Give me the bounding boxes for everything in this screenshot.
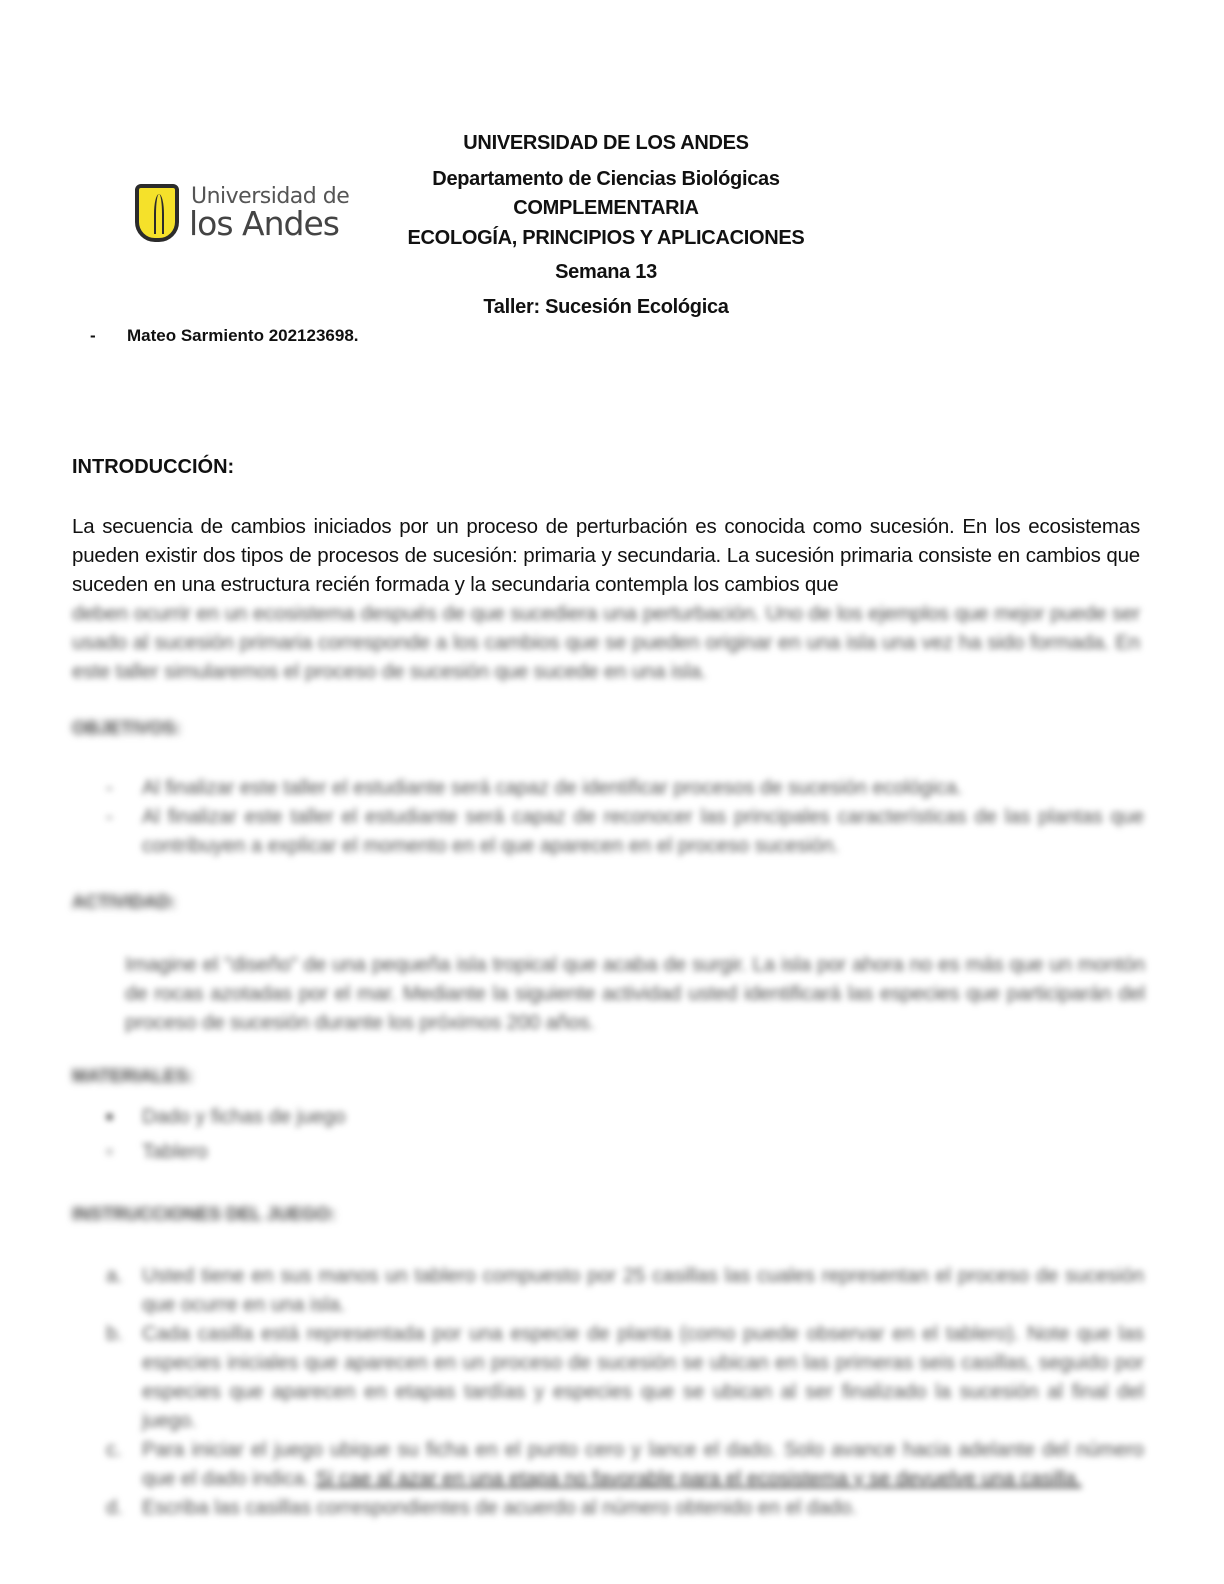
instruction-marker: d. — [106, 1497, 123, 1519]
author-bullet: - — [90, 326, 96, 345]
objectives-heading: OBJETIVOS: — [72, 718, 182, 738]
logo-shield-icon — [135, 184, 179, 242]
instructions-list — [72, 1262, 1144, 1523]
university-title: UNIVERSIDAD DE LOS ANDES — [463, 132, 749, 154]
instruction-item — [72, 1494, 1144, 1523]
activity-paragraph: Imagine el "diseño" de una pequeña isla tropical que acaba de surgir. La isla por ahora no es más que un montón de rocas azotadas por el mar. Mediante la siguiente actividad usted identificará las especies que participarán del proceso de sucesión durante los próximos 200 años. — [125, 953, 1145, 1034]
objective-text: Al finalizar este taller el estudiante será capaz de identificar procesos de sucesión ecológica. — [142, 777, 963, 799]
objective-bullet: - — [106, 806, 113, 828]
workshop-title: Taller: Sucesión Ecológica — [483, 296, 729, 318]
instruction-text: Cada casilla está representada por una especie de planta (como puede observar en el tablero). Note que las especies iniciales que aparecen en un proceso de sucesión se ubican en las primeras seis casillas, seguido por especies que aparecen en etapas tardías y especies que se ubican al ser finalizado la sucesión al final del juego. — [142, 1323, 1144, 1432]
logo-text-line1: Universidad de — [191, 184, 350, 209]
instruction-marker: c. — [106, 1439, 122, 1461]
instruction-item — [72, 1262, 1144, 1320]
objective-item — [72, 774, 1144, 803]
material-item — [72, 1135, 1144, 1170]
instruction-marker: b. — [106, 1323, 123, 1345]
objectives-list — [72, 774, 1144, 861]
material-label: Dado y fichas de juego — [142, 1106, 346, 1128]
material-label: Tablero — [142, 1141, 208, 1163]
materials-heading: MATERIALES: — [72, 1066, 194, 1086]
material-bullet: ▫ — [106, 1141, 114, 1163]
material-item — [72, 1100, 1144, 1135]
instruction-item — [72, 1320, 1144, 1436]
course-type: COMPLEMENTARIA — [513, 197, 699, 219]
instruction-item — [72, 1436, 1144, 1494]
instructions-heading: INSTRUCCIONES DEL JUEGO: — [72, 1204, 336, 1224]
instruction-text: Para iniciar el juego ubique su ficha en el punto cero y lance el dado. Solo avance hacia adelante del número que el dado indica. — [142, 1439, 1144, 1490]
objective-item — [72, 803, 1144, 861]
objective-text: Al finalizar este taller el estudiante será capaz de reconocer las principales características de las plantas que contribuyen a explicar el momento en el que aparecen en el proceso sucesión. — [142, 806, 1144, 857]
instruction-text: Usted tiene en sus manos un tablero compuesto por 25 casillas las cuales representan el proceso de sucesión que ocurre en una isla. — [142, 1265, 1144, 1316]
objective-bullet: - — [106, 777, 113, 799]
department-title: Departamento de Ciencias Biológicas — [432, 168, 780, 190]
instruction-marker: a. — [106, 1265, 123, 1287]
materials-list — [72, 1100, 1144, 1170]
introduction-heading: INTRODUCCIÓN: — [72, 456, 235, 478]
material-bullet: ▪ — [106, 1106, 114, 1128]
activity-heading: ACTIVIDAD: — [72, 892, 176, 912]
author-name: Mateo Sarmiento 202123698. — [127, 326, 359, 345]
introduction-paragraph: La secuencia de cambios iniciados por un proceso de perturbación es conocida como sucesión. En los ecosistemas pueden existir dos tipos de procesos de sucesión: primaria y secundaria. La sucesión primaria consiste en cambios que suceden en una estructura recién formada y la secundaria contempla los cambios que — [72, 515, 1140, 596]
university-logo — [133, 178, 350, 248]
introduction-paragraph-continued: deben ocurrir en un ecosistema después de que sucediera una perturbación. Uno de los ejemplos que mejor puede ser usado al sucesión primaria corresponde a los cambios que se pueden originar en una isla una vez ha sido formada. En este taller simularemos el proceso de sucesión que sucede en una isla. — [72, 602, 1140, 683]
week-label: Semana 13 — [555, 261, 657, 283]
instruction-text: Escriba las casillas correspondientes de acuerdo al número obtenido en el dado. — [142, 1497, 857, 1519]
course-name: ECOLOGÍA, PRINCIPIOS Y APLICACIONES — [407, 227, 805, 249]
logo-text-line2: los Andes — [189, 204, 339, 243]
instruction-underlined-text: Si cae al azar en una etapa no favorable para el ecosistema y se devuelve una casilla. — [315, 1468, 1082, 1490]
